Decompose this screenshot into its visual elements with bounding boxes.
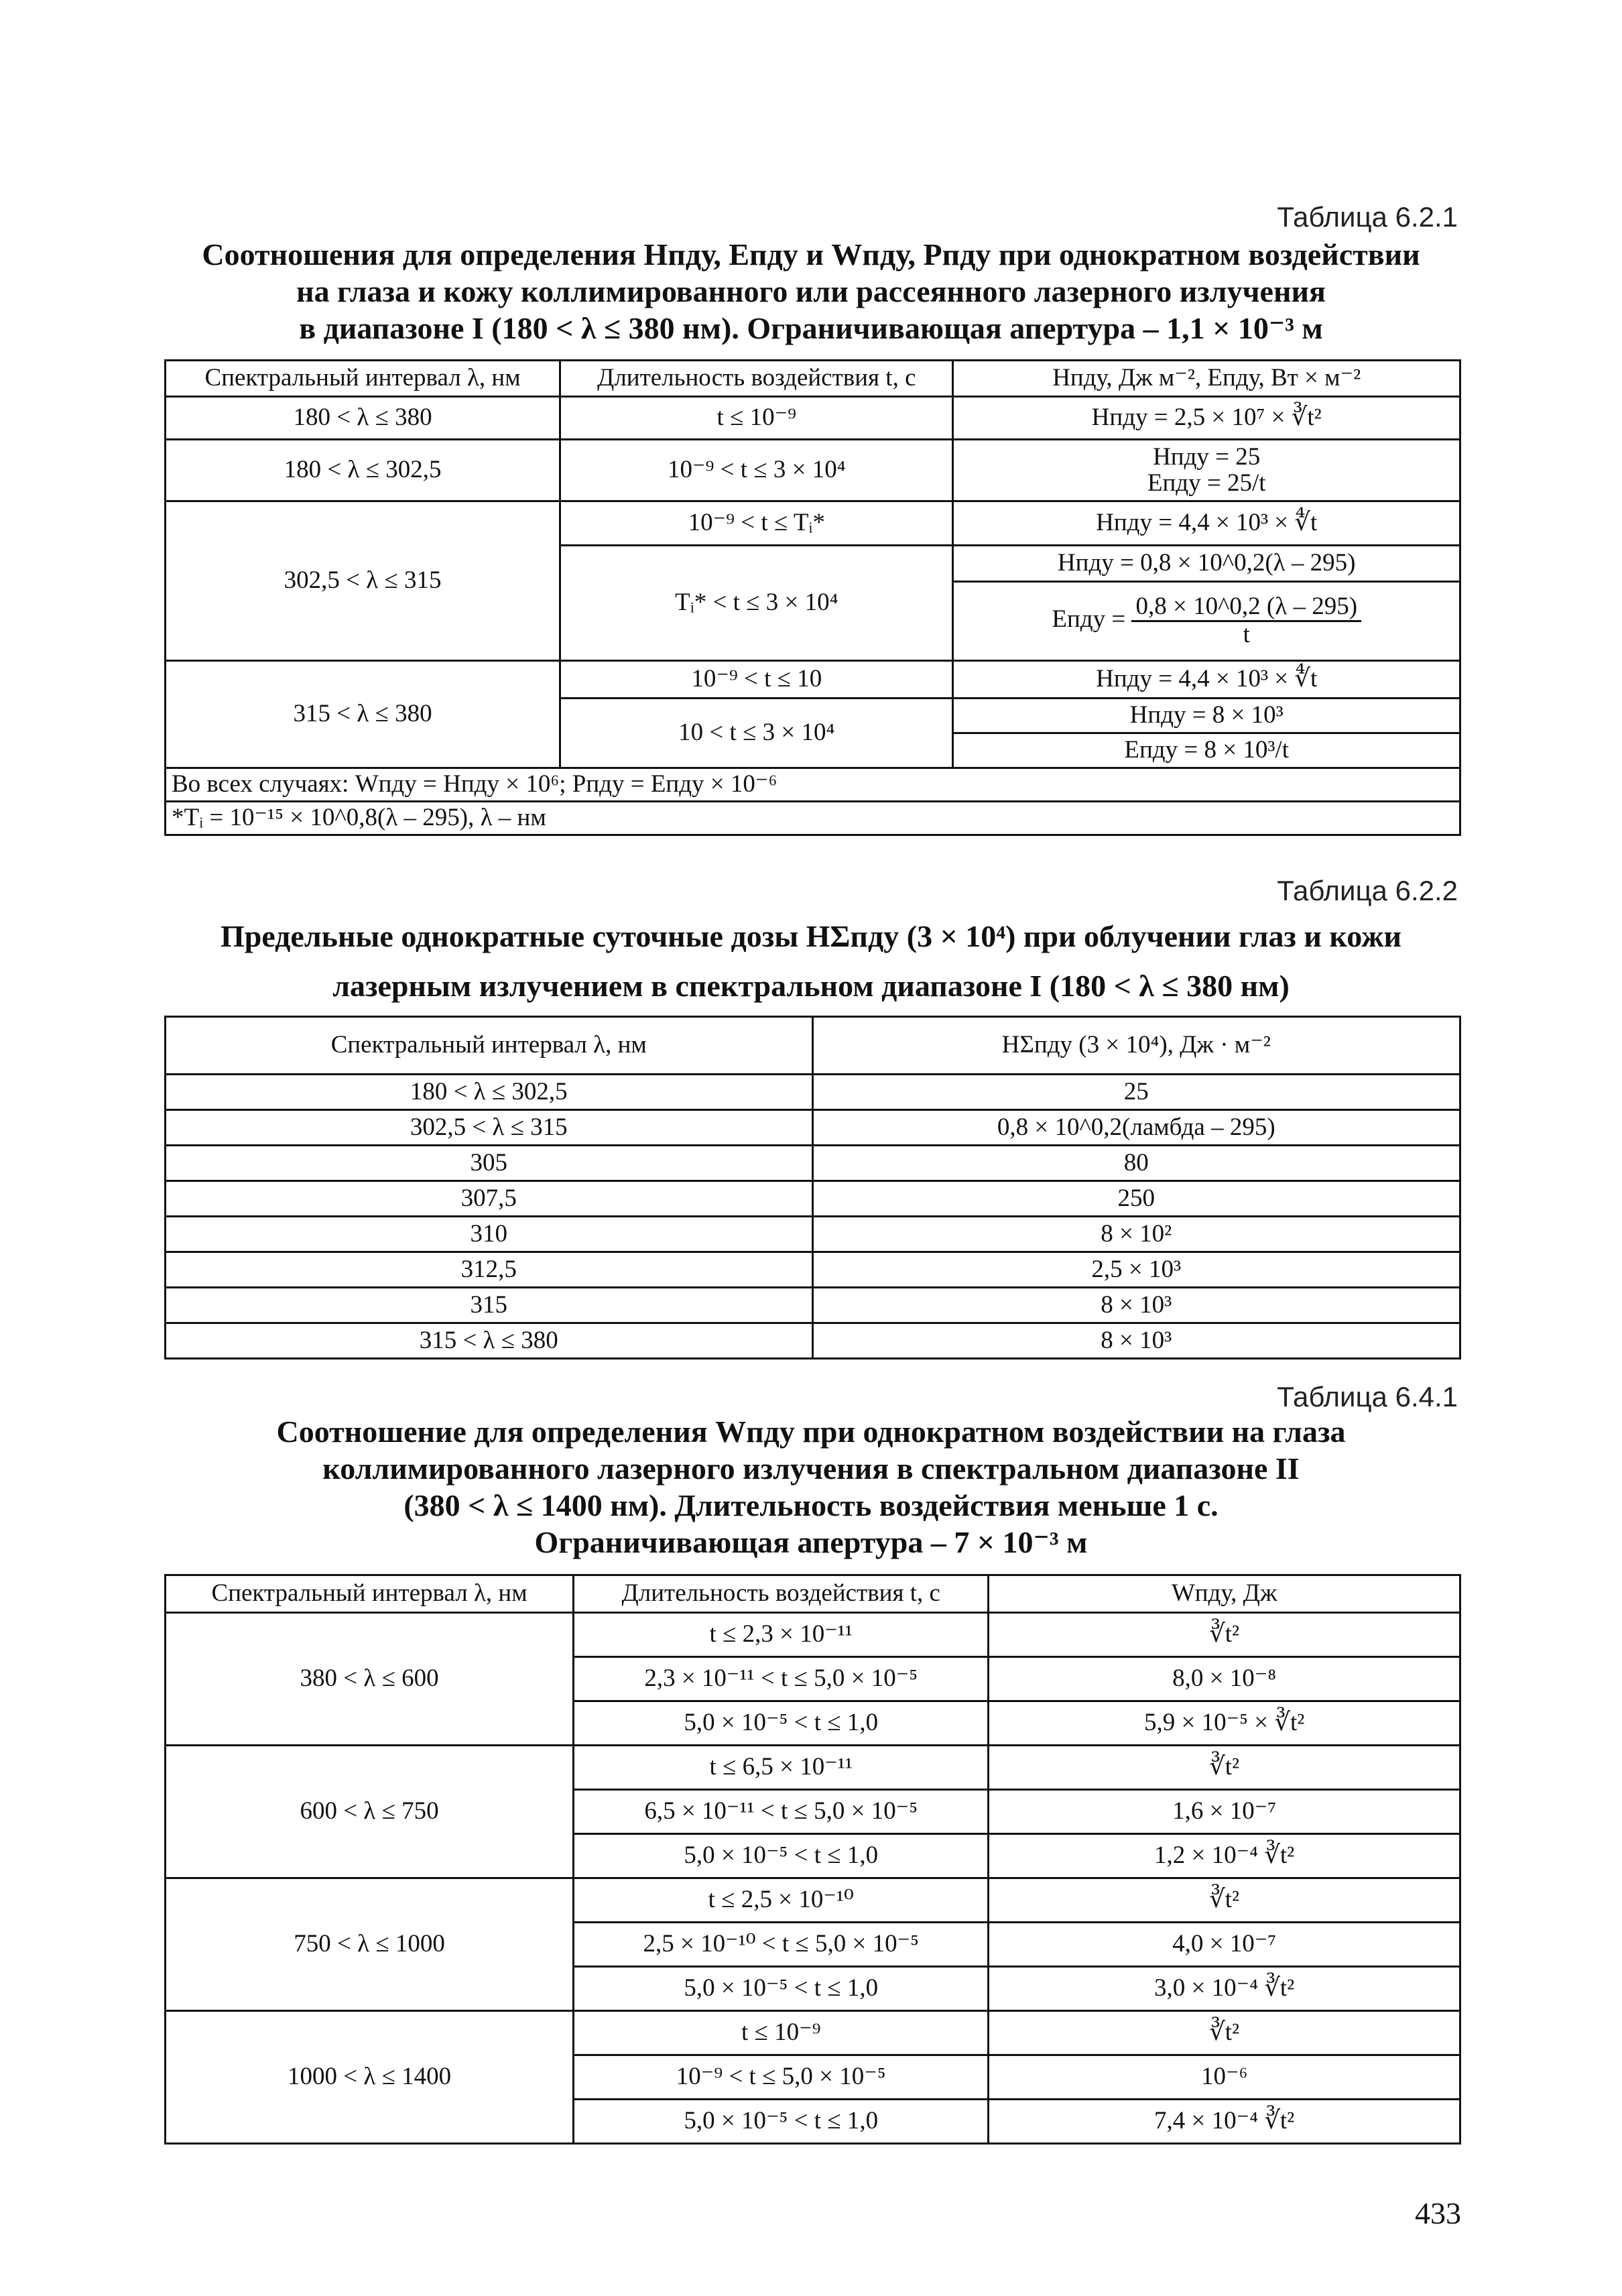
table-cell: 2,3 × 10⁻¹¹ < t ≤ 5,0 × 10⁻⁵	[574, 1657, 989, 1701]
table-label: Таблица 6.4.1	[1277, 1381, 1458, 1412]
table-cell: Tᵢ* < t ≤ 3 × 10⁴	[560, 546, 953, 661]
table-cell: t ≤ 2,3 × 10⁻¹¹	[574, 1613, 989, 1657]
table-cell: t ≤ 2,5 × 10⁻¹⁰	[574, 1878, 989, 1923]
title-line: (380 < λ ≤ 1400 нм). Длительность воздействия меньше 1 с.	[403, 1488, 1219, 1522]
table-cell: 10 < t ≤ 3 × 10⁴	[560, 699, 953, 768]
table-cell: 2,5 × 10³	[812, 1252, 1460, 1288]
table-cell: 10⁻⁹ < t ≤ 3 × 10⁴	[560, 440, 953, 501]
title-line: Соотношения для определения Hпду, Eпду и Wпду, Pпду при однократном воздействии	[202, 237, 1420, 271]
table-cell: 8 × 10³	[812, 1288, 1460, 1323]
table-cell: 1,6 × 10⁻⁷	[989, 1790, 1460, 1834]
table-cell: 750 < λ ≤ 1000	[166, 1878, 574, 2011]
table-cell: ∛t²	[989, 1613, 1460, 1657]
table-cell: 7,4 × 10⁻⁴ ∛t²	[989, 2100, 1460, 2144]
table-cell: Hпду = 0,8 × 10^0,2(λ – 295)	[953, 546, 1460, 582]
title-line: коллимированного лазерного излучения в спектральном диапазоне II	[322, 1451, 1300, 1486]
column-header: Спектральный интервал λ, нм	[166, 361, 560, 397]
table-cell: 180 < λ ≤ 302,5	[166, 1075, 813, 1110]
table-cell: 315 < λ ≤ 380	[166, 661, 560, 768]
table-cell: 2,5 × 10⁻¹⁰ < t ≤ 5,0 × 10⁻⁵	[574, 1923, 989, 1967]
table-cell: 4,0 × 10⁻⁷	[989, 1923, 1460, 1967]
table-cell: Hпду = 4,4 × 10³ × ∜t	[953, 501, 1460, 546]
table-cell	[953, 440, 1460, 501]
table-label: Таблица 6.2.2	[1277, 875, 1458, 906]
column-header: Спектральный интервал λ, нм	[166, 1575, 574, 1613]
column-header: Hпду, Дж м⁻², Eпду, Вт × м⁻²	[953, 361, 1460, 397]
table-title	[161, 236, 1461, 347]
page-number: 433	[1415, 2196, 1461, 2230]
table-cell: Hпду = 2,5 × 10⁷ × ∛t²	[953, 397, 1460, 440]
daily-doses-table-6-2-2	[164, 1016, 1461, 1360]
table-cell: 80	[812, 1146, 1460, 1181]
table-cell: ∛t²	[989, 1746, 1460, 1790]
title-line: в диапазоне I (180 < λ ≤ 380 нм). Ограничивающая апертура – 1,1 × 10⁻³ м	[299, 311, 1323, 345]
table-cell: Eпду = 8 × 10³/t	[953, 733, 1460, 768]
title-line: на глаза и кожу коллимированного или рассеянного лазерного излучения	[296, 274, 1326, 308]
column-header: Спектральный интервал λ, нм	[166, 1017, 813, 1075]
table-cell: Hпду = 8 × 10³	[953, 699, 1460, 733]
table-cell: t ≤ 10⁻⁹	[574, 2011, 989, 2055]
table-cell: 3,0 × 10⁻⁴ ∛t²	[989, 1967, 1460, 2011]
table-cell: 315	[166, 1288, 813, 1323]
table-cell: 10⁻⁹ < t ≤ 5,0 × 10⁻⁵	[574, 2055, 989, 2100]
column-header: Длительность воздействия t, с	[574, 1575, 989, 1613]
table-cell: 5,0 × 10⁻⁵ < t ≤ 1,0	[574, 2100, 989, 2144]
table-cell: 302,5 < λ ≤ 315	[166, 501, 560, 661]
table-title	[161, 1413, 1461, 1561]
table-cell: 250	[812, 1181, 1460, 1217]
table-cell: 10⁻⁹ < t ≤ 10	[560, 661, 953, 699]
table-cell: 5,0 × 10⁻⁵ < t ≤ 1,0	[574, 1967, 989, 2011]
table-cell: 315 < λ ≤ 380	[166, 1323, 813, 1359]
title-line: Предельные однократные суточные дозы HΣпду (3 × 10⁴) при облучении глаз и кожи	[220, 919, 1401, 953]
title-line: Ограничивающая апертура – 7 × 10⁻³ м	[534, 1525, 1088, 1559]
table-cell: 10⁻⁹ < t ≤ Tᵢ*	[560, 501, 953, 546]
table-cell: 5,0 × 10⁻⁵ < t ≤ 1,0	[574, 1834, 989, 1878]
fraction-denominator: t	[1243, 621, 1250, 648]
table-cell: t ≤ 6,5 × 10⁻¹¹	[574, 1746, 989, 1790]
table-cell: 10⁻⁶	[989, 2055, 1460, 2100]
table-cell: Hпду = 4,4 × 10³ × ∜t	[953, 661, 1460, 699]
table-cell: ∛t²	[989, 1878, 1460, 1923]
fraction	[1131, 594, 1361, 648]
formula: Hпду = 25	[1153, 442, 1261, 471]
table-cell: 8,0 × 10⁻⁸	[989, 1657, 1460, 1701]
limits-table-6-2-1	[164, 359, 1461, 836]
fraction-numerator: 0,8 × 10^0,2 (λ – 295)	[1131, 594, 1361, 622]
table-cell: 180 < λ ≤ 302,5	[166, 440, 560, 501]
title-line: лазерным излучением в спектральном диапазоне I (180 < λ ≤ 380 нм)	[332, 969, 1290, 1003]
table-cell: 8 × 10²	[812, 1217, 1460, 1252]
title-line: Соотношение для определения Wпду при однократном воздействии на глаза	[276, 1414, 1346, 1449]
table-title	[161, 912, 1461, 1011]
table-cell	[953, 582, 1460, 661]
table-cell: 5,9 × 10⁻⁵ × ∛t²	[989, 1701, 1460, 1746]
table-note: Во всех случаях: Wпду = Hпду × 10⁶; Pпду = Eпду × 10⁻⁶	[166, 768, 1460, 802]
table-cell: 8 × 10³	[812, 1323, 1460, 1359]
table-cell: 380 < λ ≤ 600	[166, 1613, 574, 1746]
table-cell: 1,2 × 10⁻⁴ ∛t²	[989, 1834, 1460, 1878]
table-note: *Tᵢ = 10⁻¹⁵ × 10^0,8(λ – 295), λ – нм	[166, 802, 1460, 835]
column-header: HΣпду (3 × 10⁴), Дж · м⁻²	[812, 1017, 1460, 1075]
table-cell: t ≤ 10⁻⁹	[560, 397, 953, 440]
table-cell: 25	[812, 1075, 1460, 1110]
table-cell: 5,0 × 10⁻⁵ < t ≤ 1,0	[574, 1701, 989, 1746]
table-cell: 1000 < λ ≤ 1400	[166, 2011, 574, 2144]
column-header: Wпду, Дж	[989, 1575, 1460, 1613]
table-cell: ∛t²	[989, 2011, 1460, 2055]
table-cell: 600 < λ ≤ 750	[166, 1746, 574, 1878]
table-cell: 6,5 × 10⁻¹¹ < t ≤ 5,0 × 10⁻⁵	[574, 1790, 989, 1834]
column-header: Длительность воздействия t, с	[560, 361, 953, 397]
table-cell: 305	[166, 1146, 813, 1181]
limits-table-6-4-1	[164, 1574, 1461, 2144]
formula: Eпду = 25/t	[1147, 469, 1266, 497]
table-cell: 180 < λ ≤ 380	[166, 397, 560, 440]
table-cell: 307,5	[166, 1181, 813, 1217]
table-cell: 310	[166, 1217, 813, 1252]
formula-lhs: Eпду =	[1052, 605, 1126, 633]
table-cell: 0,8 × 10^0,2(ламбда – 295)	[812, 1110, 1460, 1146]
table-cell: 302,5 < λ ≤ 315	[166, 1110, 813, 1146]
table-cell: 312,5	[166, 1252, 813, 1288]
table-label: Таблица 6.2.1	[1277, 201, 1458, 233]
